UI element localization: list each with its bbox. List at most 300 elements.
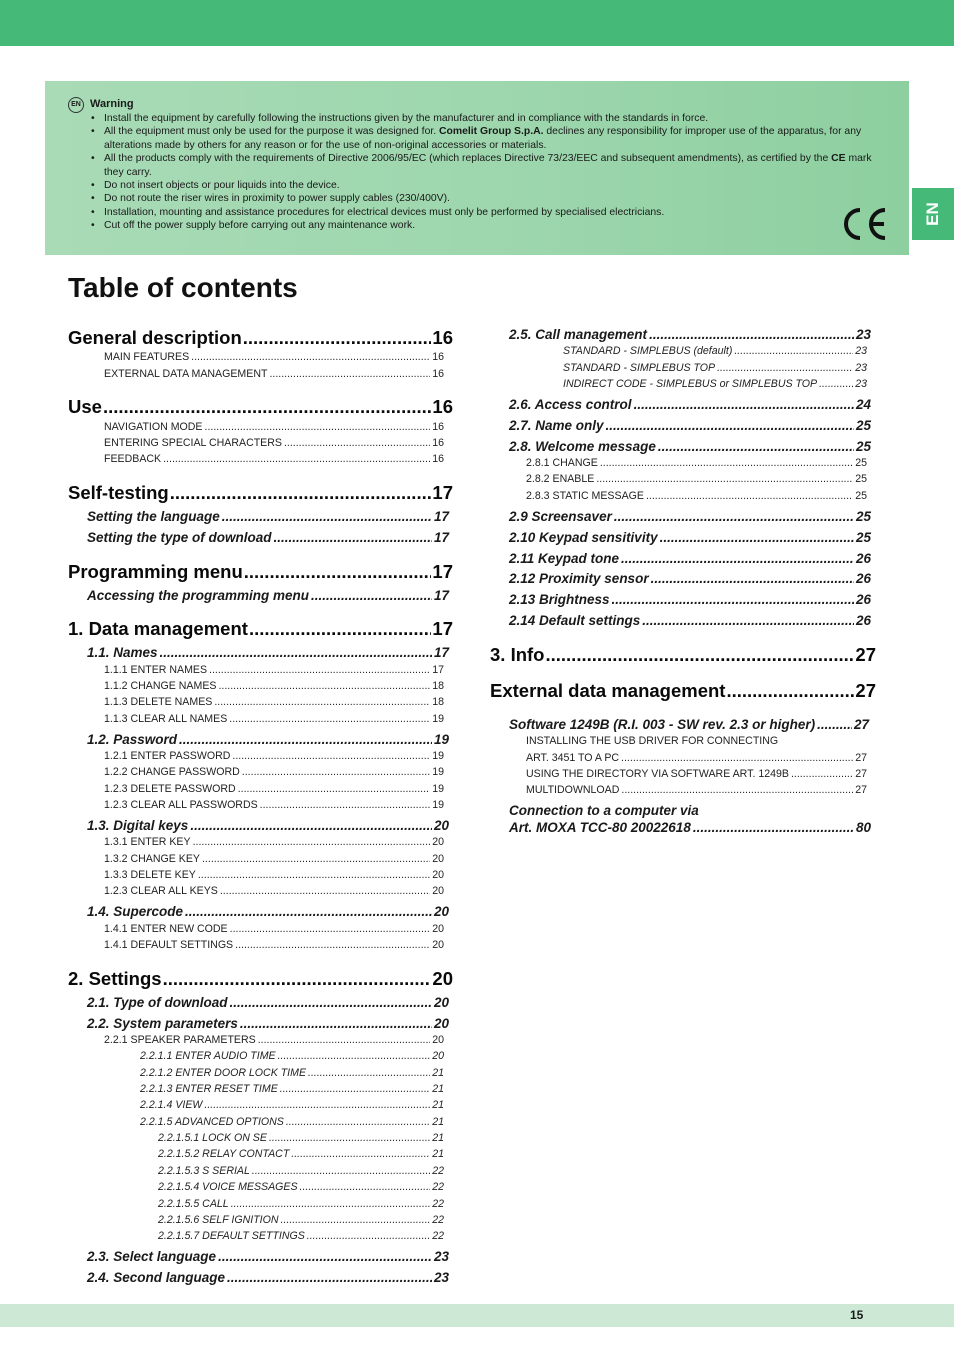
toc-section[interactable] [509, 397, 871, 413]
toc-entry-title: 2.11 Keypad tone [509, 551, 620, 566]
toc-page-number: 21 [432, 1067, 444, 1079]
toc-entry-title: External data management [490, 680, 726, 701]
toc-page-number: 22 [432, 1165, 444, 1177]
toc-page-number: 26 [855, 613, 871, 628]
toc-entry-title: 1.2.3 DELETE PASSWORD [104, 783, 236, 795]
toc-entry-title: 1.3.2 CHANGE KEY [104, 853, 200, 865]
toc-leader-dots [606, 418, 854, 434]
toc-entry-title: 1.3. Digital keys [87, 818, 189, 833]
top-color-bar [0, 0, 954, 46]
warning-item: • Do not insert objects or pour liquids into the device. [91, 180, 340, 192]
toc-page-number: 23 [855, 362, 867, 374]
toc-leader-dots [163, 968, 432, 990]
toc-page-number: 17 [433, 645, 449, 660]
toc-page-number: 18 [432, 696, 444, 708]
toc-subsection[interactable] [104, 766, 444, 779]
toc-entry-title: 1.3.1 ENTER KEY [104, 836, 191, 848]
toc-section[interactable] [509, 509, 871, 525]
toc-entry-title: 1.1.3 DELETE NAMES [104, 696, 213, 708]
toc-leader-dots [612, 592, 854, 608]
toc-entry-title: 2.2.1 SPEAKER PARAMETERS [104, 1034, 256, 1046]
toc-entry-title: Accessing the programming menu [87, 588, 310, 603]
toc-section[interactable] [509, 717, 869, 733]
warning-item: • Install the equipment by carefully following the instructions given by the manufacturer and in compliance with the standards in force. [91, 113, 709, 124]
toc-page-number: 24 [855, 397, 871, 412]
toc-leader-dots [214, 696, 430, 709]
toc-entry-title: 2.2.1.5.2 RELAY CONTACT [158, 1148, 290, 1160]
toc-page-number: 17 [432, 482, 453, 503]
toc-leader-dots [205, 421, 431, 434]
toc-page-number: 16 [432, 453, 444, 465]
toc-leader-dots [311, 588, 432, 604]
toc-leader-dots [244, 561, 432, 583]
toc-entry-title: 2.2.1.5.7 DEFAULT SETTINGS [158, 1230, 305, 1242]
toc-entry-title: Use [68, 396, 102, 417]
toc-entry-title: Self-testing [68, 482, 169, 503]
toc-leader-dots [222, 509, 432, 525]
toc-page-number: 19 [432, 783, 444, 795]
toc-leader-dots [238, 783, 431, 796]
toc-section[interactable] [509, 530, 871, 546]
toc-entry-title: 2.8.1 CHANGE [526, 457, 598, 469]
toc-page-number: 22 [432, 1230, 444, 1242]
toc-page-number: 27 [855, 680, 876, 701]
toc-page-number: 25 [855, 473, 867, 485]
toc-subsection[interactable] [104, 923, 444, 936]
toc-leader-dots [307, 1230, 430, 1243]
toc-page-number: 20 [432, 1034, 444, 1046]
toc-entry-title: 1.4. Supercode [87, 904, 184, 919]
toc-entry-title: 1.1. Names [87, 645, 158, 660]
toc-chapter[interactable] [68, 396, 453, 418]
toc-entry-title: 2.2.1.5.1 LOCK ON SE [158, 1132, 267, 1144]
toc-page-number: 17 [432, 618, 453, 639]
toc-subsection[interactable] [104, 939, 444, 952]
toc-subsection[interactable] [563, 362, 867, 375]
footer-bar [0, 1304, 954, 1327]
toc-leader-dots [191, 351, 430, 364]
toc-chapter[interactable] [68, 482, 453, 504]
toc-entry-title: 2. Settings [68, 968, 162, 989]
toc-subsection[interactable] [140, 1116, 444, 1129]
toc-leader-dots [308, 1067, 430, 1080]
toc-entry-title: 2.2.1.5.6 SELF IGNITION [158, 1214, 279, 1226]
toc-page-number: 17 [433, 530, 449, 545]
toc-page-number: 20 [432, 885, 444, 897]
toc-entry-title: 1.2.2 CHANGE PASSWORD [104, 766, 240, 778]
toc-chapter[interactable] [68, 618, 453, 640]
toc-page-number: 21 [432, 1132, 444, 1144]
toc-page-number: 27 [855, 752, 867, 764]
toc-entry-title: EXTERNAL DATA MANAGEMENT [104, 368, 268, 380]
toc-page-number: 23 [433, 1249, 449, 1264]
page-number: 15 [850, 1308, 864, 1322]
toc-leader-dots [231, 1198, 431, 1211]
toc-page-number: 20 [432, 853, 444, 865]
toc-chapter[interactable] [68, 327, 453, 349]
toc-page-number: 19 [432, 766, 444, 778]
toc-page-number: 23 [855, 378, 867, 390]
toc-section[interactable] [509, 820, 871, 836]
language-tab[interactable]: EN [912, 188, 954, 240]
toc-chapter[interactable] [68, 968, 453, 990]
toc-section[interactable] [509, 613, 871, 629]
toc-entry-title: 2.10 Keypad sensitivity [509, 530, 658, 545]
toc-entry-title: 2.3. Select language [87, 1249, 217, 1264]
toc-leader-dots [230, 923, 431, 936]
toc-leader-dots [269, 368, 430, 381]
warning-title: Warning [90, 98, 134, 110]
toc-page-number: 27 [855, 644, 876, 665]
toc-leader-dots [734, 345, 853, 358]
toc-page-number: 20 [432, 968, 453, 989]
toc-page-number: 16 [432, 396, 453, 417]
toc-subsection[interactable] [104, 713, 444, 726]
toc-page-number: 25 [855, 530, 871, 545]
toc-chapter[interactable] [490, 644, 876, 666]
toc-subsection[interactable] [158, 1165, 444, 1178]
toc-page-number: 26 [855, 551, 871, 566]
toc-entry-title: ART. 3451 TO A PC [526, 752, 620, 764]
toc-leader-dots [229, 713, 430, 726]
toc-leader-dots [170, 482, 432, 504]
toc-entry-title: 1.3.3 DELETE KEY [104, 869, 196, 881]
toc-page-number: 20 [432, 836, 444, 848]
toc-leader-dots [278, 1050, 431, 1063]
toc-page-number: 22 [432, 1214, 444, 1226]
toc-entry-title: 3. Info [490, 644, 545, 665]
toc-subsection[interactable] [158, 1198, 444, 1211]
toc-page-number: 21 [432, 1148, 444, 1160]
toc-section[interactable] [509, 439, 871, 455]
toc-entry-title: 2.13 Brightness [509, 592, 610, 607]
toc-leader-dots [258, 1034, 431, 1047]
toc-page-number: 80 [855, 820, 871, 835]
toc-page-number: 17 [432, 561, 453, 582]
toc-subsection[interactable] [104, 437, 444, 450]
toc-subsection[interactable] [140, 1050, 444, 1063]
toc-leader-dots [693, 820, 854, 836]
toc-entry-title: 2.2.1.5.5 CALL [158, 1198, 229, 1210]
toc-page-number: 20 [433, 818, 449, 833]
toc-entry-title: 2.4. Second language [87, 1270, 226, 1285]
toc-chapter[interactable] [490, 680, 876, 702]
toc-leader-dots [179, 732, 432, 748]
toc-entry-title: 2.8. Welcome message [509, 439, 656, 454]
toc-page-number: 26 [855, 571, 871, 586]
toc-entry-title: 1.4.1 ENTER NEW CODE [104, 923, 228, 935]
toc-leader-dots [817, 717, 852, 733]
toc-leader-dots [220, 885, 430, 898]
toc-leader-dots [621, 784, 853, 797]
warning-item: • Installation, mounting and assistance procedures for electrical devices must only be performed by specialised electricians. [91, 206, 665, 218]
toc-subsection[interactable] [140, 1067, 444, 1080]
toc-page-number: 20 [433, 1016, 449, 1031]
toc-leader-dots [646, 490, 853, 503]
toc-entry-title: STANDARD - SIMPLEBUS (default) [563, 345, 733, 357]
toc-subsection[interactable] [563, 378, 867, 391]
toc-leader-dots [284, 437, 430, 450]
toc-entry-title: 1.2.3 CLEAR ALL PASSWORDS [104, 799, 258, 811]
toc-entry-title: 2.14 Default settings [509, 613, 641, 628]
toc-leader-dots [242, 766, 430, 779]
toc-entry-title: NAVIGATION MODE [104, 421, 203, 433]
toc-entry-title: 2.2. System parameters [87, 1016, 238, 1031]
toc-entry-title: 1.1.2 CHANGE NAMES [104, 680, 217, 692]
toc-leader-dots [204, 1099, 430, 1112]
toc-page-number: 19 [432, 799, 444, 811]
toc-subsection[interactable] [526, 752, 867, 765]
toc-entry-title: MULTIDOWNLOAD [526, 784, 620, 796]
toc-section[interactable] [87, 995, 449, 1011]
toc-page-number: 20 [432, 923, 444, 935]
language-badge: EN [68, 97, 84, 113]
toc-section[interactable] [87, 1016, 449, 1032]
toc-page-number: 22 [432, 1181, 444, 1193]
toc-page-number: 25 [855, 490, 867, 502]
toc-section[interactable] [87, 818, 449, 834]
toc-section[interactable] [509, 803, 871, 819]
toc-page-number: 21 [432, 1116, 444, 1128]
toc-section[interactable] [87, 1249, 449, 1265]
toc-leader-dots [269, 1132, 430, 1145]
toc-subsection[interactable] [104, 836, 444, 849]
toc-entry-title: 2.2.1.5.3 S SERIAL [158, 1165, 250, 1177]
toc-leader-dots [193, 836, 431, 849]
toc-entry-title: 2.2.1.4 VIEW [140, 1099, 203, 1111]
toc-entry-title: USING THE DIRECTORY VIA SOFTWARE ART. 1249B [526, 768, 789, 780]
toc-page-number: 25 [855, 457, 867, 469]
toc-leader-dots [230, 995, 432, 1011]
toc-entry-title: 2.7. Name only [509, 418, 604, 433]
toc-page-number: 16 [432, 327, 453, 348]
toc-leader-dots [227, 1270, 432, 1286]
toc-leader-dots [726, 680, 854, 702]
toc-entry-title: INDIRECT CODE - SIMPLEBUS or SIMPLEBUS TOP [563, 378, 818, 390]
toc-leader-dots [614, 509, 854, 525]
toc-section[interactable] [87, 509, 449, 525]
toc-subsection[interactable] [104, 680, 444, 693]
toc-subsection[interactable] [526, 473, 867, 486]
toc-leader-dots [185, 904, 432, 920]
toc-entry-title: 1.2.1 ENTER PASSWORD [104, 750, 231, 762]
toc-entry-title: 1.2.3 CLEAR ALL KEYS [104, 885, 218, 897]
toc-entry-title: 2.2.1.1 ENTER AUDIO TIME [140, 1050, 276, 1062]
warning-item: • Do not route the riser wires in proximity to power supply cables (230/400V). [91, 193, 450, 205]
toc-section[interactable] [509, 327, 871, 343]
toc-chapter[interactable] [68, 561, 453, 583]
toc-section[interactable] [87, 530, 449, 546]
toc-page-number: 19 [432, 750, 444, 762]
toc-leader-dots [218, 680, 430, 693]
toc-page-number: 21 [432, 1083, 444, 1095]
warning-item: • Cut off the power supply before carrying out any maintenance work. [91, 220, 416, 232]
toc-page-number: 16 [432, 437, 444, 449]
toc-leader-dots [160, 645, 432, 661]
toc-leader-dots [717, 362, 853, 375]
toc-leader-dots [202, 853, 430, 866]
toc-page-number: 22 [432, 1198, 444, 1210]
toc-entry-title: Connection to a computer via [509, 803, 699, 818]
toc-subsection[interactable] [104, 869, 444, 882]
toc-leader-dots [198, 869, 430, 882]
toc-page-number: 20 [432, 869, 444, 881]
toc-entry-title: MAIN FEATURES [104, 351, 190, 363]
toc-entry-title: Art. MOXA TCC-80 20022618 [509, 820, 691, 835]
toc-leader-dots [232, 750, 430, 763]
toc-entry-title: 2.2.1.3 ENTER RESET TIME [140, 1083, 278, 1095]
toc-section[interactable] [509, 592, 871, 608]
page-title: Table of contents [68, 272, 298, 303]
toc-entry-title: 1. Data management [68, 618, 248, 639]
toc-entry-title: 2.8.3 STATIC MESSAGE [526, 490, 644, 502]
toc-entry-title: 2.5. Call management [509, 327, 648, 342]
toc-subsection[interactable] [158, 1132, 444, 1145]
toc-page-number: 17 [433, 588, 449, 603]
toc-entry-title: FEEDBACK [104, 453, 162, 465]
warning-box [45, 81, 909, 255]
toc-subsection[interactable] [158, 1148, 444, 1161]
toc-page-number: 27 [855, 768, 867, 780]
toc-leader-dots [252, 1165, 430, 1178]
toc-subsection[interactable] [104, 351, 444, 364]
toc-section[interactable] [87, 904, 449, 920]
toc-leader-dots [649, 327, 854, 343]
toc-leader-dots [209, 664, 430, 677]
toc-subsection[interactable] [104, 799, 444, 812]
toc-page-number: 20 [433, 904, 449, 919]
toc-entry-title: Software 1249B (R.I. 003 - SW rev. 2.3 or higher) [509, 717, 816, 732]
toc-leader-dots [281, 1214, 431, 1227]
toc-section[interactable] [509, 571, 871, 587]
toc-section[interactable] [87, 645, 449, 661]
toc-entry-title: Setting the language [87, 509, 220, 524]
toc-leader-dots [190, 818, 432, 834]
toc-leader-dots [218, 1249, 432, 1265]
toc-leader-dots [249, 618, 431, 640]
toc-entry-title: INSTALLING THE USB DRIVER FOR CONNECTING [526, 735, 779, 747]
toc-leader-dots [596, 473, 853, 486]
toc-page-number: 17 [432, 664, 444, 676]
toc-page-number: 19 [432, 713, 444, 725]
toc-subsection[interactable] [140, 1083, 444, 1096]
toc-subsection[interactable] [104, 453, 444, 466]
toc-subsection[interactable] [104, 664, 444, 677]
toc-leader-dots [235, 939, 430, 952]
toc-entry-title: 2.2.1.5 ADVANCED OPTIONS [140, 1116, 284, 1128]
toc-leader-dots [634, 397, 854, 413]
toc-entry-title: STANDARD - SIMPLEBUS TOP [563, 362, 716, 374]
toc-leader-dots [545, 644, 854, 666]
toc-page-number: 19 [433, 732, 449, 747]
toc-leader-dots [280, 1083, 430, 1096]
toc-subsection[interactable] [104, 853, 444, 866]
toc-leader-dots [621, 551, 854, 567]
toc-leader-dots [260, 799, 431, 812]
toc-leader-dots [274, 530, 432, 546]
toc-section[interactable] [509, 551, 871, 567]
warning-list [91, 112, 881, 233]
toc-page-number: 23 [433, 1270, 449, 1285]
toc-leader-dots [621, 752, 853, 765]
toc-subsection[interactable] [158, 1230, 444, 1243]
toc-leader-dots [651, 571, 854, 587]
toc-subsection[interactable] [104, 1034, 444, 1047]
toc-subsection[interactable] [104, 696, 444, 709]
toc-subsection[interactable] [526, 784, 867, 797]
toc-section[interactable] [87, 1270, 449, 1286]
toc-subsection[interactable] [104, 885, 444, 898]
toc-entry-title: 2.1. Type of download [87, 995, 228, 1010]
toc-section[interactable] [87, 588, 449, 604]
toc-entry-title: 2.2.1.2 ENTER DOOR LOCK TIME [140, 1067, 307, 1079]
toc-leader-dots [103, 396, 431, 418]
toc-page-number: 20 [432, 939, 444, 951]
toc-page-number: 25 [855, 418, 871, 433]
toc-subsection[interactable] [563, 345, 867, 358]
toc-entry-title: 1.4.1 DEFAULT SETTINGS [104, 939, 234, 951]
toc-subsection[interactable] [104, 750, 444, 763]
toc-entry-title: 2.2.1.5.4 VOICE MESSAGES [158, 1181, 298, 1193]
toc-subsection[interactable] [104, 783, 444, 796]
toc-subsection[interactable] [526, 457, 867, 470]
toc-entry-title: ENTERING SPECIAL CHARACTERS [104, 437, 282, 449]
toc-entry-title: 2.12 Proximity sensor [509, 571, 649, 586]
toc-leader-dots [291, 1148, 430, 1161]
toc-page-number: 20 [432, 1050, 444, 1062]
toc-subsection[interactable] [526, 768, 867, 781]
toc-subsection[interactable] [104, 368, 444, 381]
toc-page-number: 25 [855, 509, 871, 524]
toc-page-number: 16 [432, 421, 444, 433]
toc-page-number: 25 [855, 439, 871, 454]
toc-page-number: 17 [433, 509, 449, 524]
toc-page-number: 21 [432, 1099, 444, 1111]
toc-page-number: 23 [855, 345, 867, 357]
toc-leader-dots [300, 1181, 431, 1194]
toc-page-number: 27 [853, 717, 869, 732]
toc-section[interactable] [509, 418, 871, 434]
toc-subsection[interactable] [104, 421, 444, 434]
toc-page-number: 27 [855, 784, 867, 796]
toc-entry-title: 1.1.1 ENTER NAMES [104, 664, 208, 676]
toc-entry-title: 1.2. Password [87, 732, 178, 747]
toc-subsection[interactable] [158, 1214, 444, 1227]
toc-section[interactable] [87, 732, 449, 748]
toc-entry-title: Programming menu [68, 561, 243, 582]
toc-subsection[interactable] [526, 735, 867, 748]
warning-item: • All the products comply with the requirements of Directive 2006/95/EC (which replaces Directive 73/23/EEC and subsequent amendments), as certified by the CE mark they carry. [91, 153, 872, 178]
toc-page-number: 23 [855, 327, 871, 342]
warning-item: • All the equipment must only be used for the purpose it was designed for. Comelit Group S.p.A. declines any responsibility for improper use of the apparatus, for any alterations made by others for any reason or for the use of non-original accessories or materials. [91, 126, 862, 151]
toc-leader-dots [819, 378, 853, 391]
toc-entry-title: 2.8.2 ENABLE [526, 473, 595, 485]
toc-leader-dots [642, 613, 854, 629]
toc-entry-title: General description [68, 327, 242, 348]
toc-subsection[interactable] [526, 490, 867, 503]
ce-mark-icon [838, 207, 888, 241]
toc-subsection[interactable] [140, 1099, 444, 1112]
toc-leader-dots [243, 327, 432, 349]
toc-page-number: 16 [432, 368, 444, 380]
toc-leader-dots [660, 530, 854, 546]
toc-leader-dots [286, 1116, 430, 1129]
toc-page-number: 16 [432, 351, 444, 363]
toc-page-number: 20 [433, 995, 449, 1010]
toc-leader-dots [600, 457, 853, 470]
toc-entry-title: 2.9 Screensaver [509, 509, 612, 524]
toc-subsection[interactable] [158, 1181, 444, 1194]
